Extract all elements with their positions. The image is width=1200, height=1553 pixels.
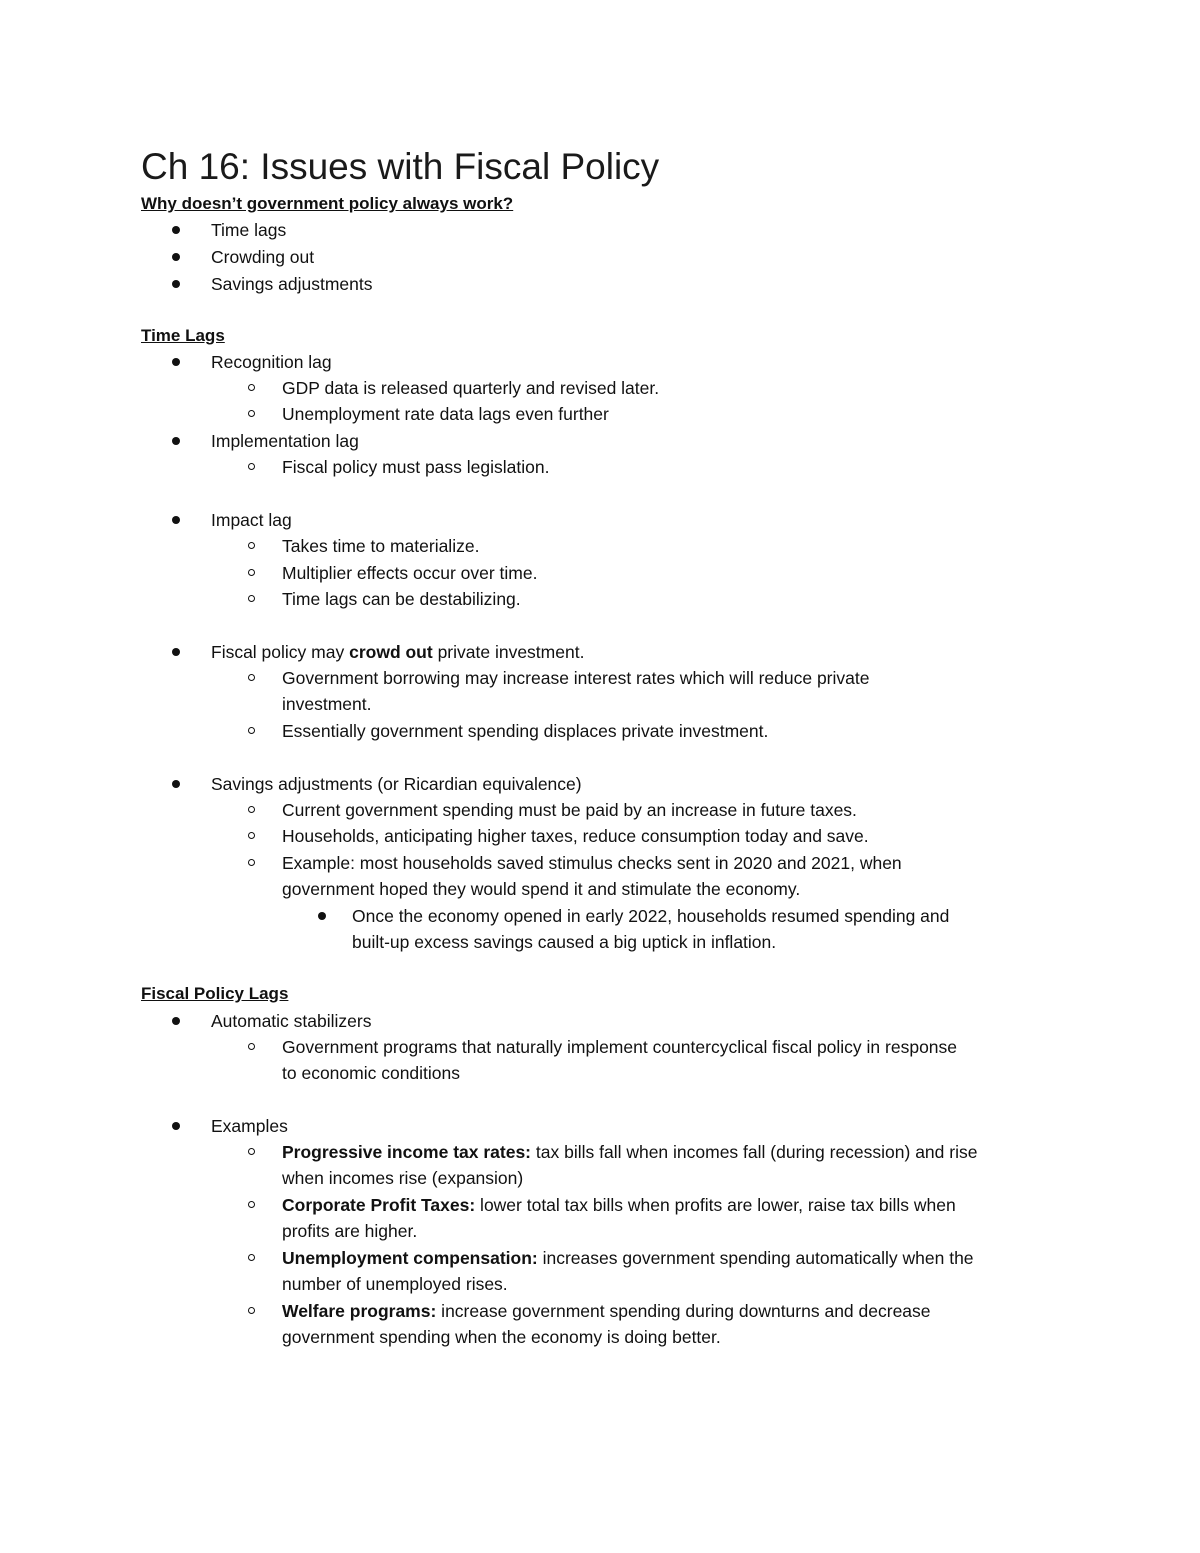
list-item: Households, anticipating higher taxes, reduce consumption today and save. bbox=[282, 826, 869, 846]
circle-bullet-icon bbox=[248, 1307, 255, 1314]
list-item bbox=[282, 1194, 956, 1216]
list-item: Impact lag bbox=[211, 510, 292, 530]
circle-bullet-icon bbox=[248, 674, 255, 681]
page-title: Ch 16: Issues with Fiscal Policy bbox=[141, 146, 660, 187]
list-item: Unemployment rate data lags even further bbox=[282, 404, 609, 424]
bullet-icon bbox=[172, 253, 180, 261]
list-item: Once the economy opened in early 2022, households resumed spending and bbox=[352, 906, 950, 926]
list-item: Multiplier effects occur over time. bbox=[282, 563, 538, 583]
example-text: increases government spending automatically when the bbox=[537, 1248, 974, 1268]
section-heading-why: Why doesn’t government policy always work? bbox=[141, 194, 514, 213]
list-item-continuation: government hoped they would spend it and stimulate the economy. bbox=[282, 879, 801, 899]
bullet-icon bbox=[172, 1122, 180, 1130]
circle-bullet-icon bbox=[248, 384, 255, 391]
list-item: Fiscal policy must pass legislation. bbox=[282, 457, 550, 477]
list-item-continuation: number of unemployed rises. bbox=[282, 1274, 508, 1294]
bullet-icon bbox=[172, 358, 180, 366]
section-heading-time-lags: Time Lags bbox=[141, 326, 225, 345]
circle-bullet-icon bbox=[248, 1201, 255, 1208]
list-item: Savings adjustments (or Ricardian equivalence) bbox=[211, 774, 582, 794]
circle-bullet-icon bbox=[248, 410, 255, 417]
example-text: increase government spending during downturns and decrease bbox=[436, 1301, 931, 1321]
section-heading-fiscal-policy-lags: Fiscal Policy Lags bbox=[141, 984, 289, 1003]
crowd-prefix: Fiscal policy may bbox=[211, 642, 350, 662]
list-item-continuation: when incomes rise (expansion) bbox=[282, 1168, 524, 1188]
circle-bullet-icon bbox=[248, 1148, 255, 1155]
list-item: Savings adjustments bbox=[211, 274, 373, 294]
list-item: Time lags can be destabilizing. bbox=[282, 589, 521, 609]
crowd-suffix: private investment. bbox=[432, 642, 585, 662]
list-item: Automatic stabilizers bbox=[211, 1011, 372, 1031]
circle-bullet-icon bbox=[248, 832, 255, 839]
list-item bbox=[211, 641, 584, 663]
list-item-continuation: to economic conditions bbox=[282, 1063, 461, 1083]
circle-bullet-icon bbox=[248, 727, 255, 734]
list-item-continuation: profits are higher. bbox=[282, 1221, 418, 1241]
list-item: Crowding out bbox=[211, 247, 315, 267]
circle-bullet-icon bbox=[248, 1254, 255, 1261]
circle-bullet-icon bbox=[248, 1043, 255, 1050]
example-term: Unemployment compensation: bbox=[282, 1248, 538, 1268]
bullet-icon bbox=[172, 648, 180, 656]
crowd-bold: crowd out bbox=[349, 642, 433, 662]
list-item-continuation: investment. bbox=[282, 694, 372, 714]
list-item: Implementation lag bbox=[211, 431, 359, 451]
bullet-icon bbox=[172, 780, 180, 788]
list-item: Example: most households saved stimulus checks sent in 2020 and 2021, when bbox=[282, 853, 902, 873]
bullet-icon bbox=[172, 280, 180, 288]
list-item bbox=[282, 1300, 931, 1322]
bullet-icon bbox=[172, 516, 180, 524]
list-item: Recognition lag bbox=[211, 352, 332, 372]
list-item-continuation: government spending when the economy is doing better. bbox=[282, 1327, 721, 1347]
bullet-icon bbox=[172, 437, 180, 445]
list-item bbox=[282, 1141, 977, 1163]
bullet-icon bbox=[172, 226, 180, 234]
list-item bbox=[282, 1247, 974, 1269]
circle-bullet-icon bbox=[248, 542, 255, 549]
list-item: Essentially government spending displaces private investment. bbox=[282, 721, 769, 741]
list-item: Current government spending must be paid by an increase in future taxes. bbox=[282, 800, 857, 820]
example-text: tax bills fall when incomes fall (during recession) and rise bbox=[531, 1142, 978, 1162]
example-term: Corporate Profit Taxes: bbox=[282, 1195, 476, 1215]
circle-bullet-icon bbox=[248, 463, 255, 470]
list-item: Examples bbox=[211, 1116, 288, 1136]
list-item-continuation: built-up excess savings caused a big uptick in inflation. bbox=[352, 932, 777, 952]
example-text: lower total tax bills when profits are lower, raise tax bills when bbox=[475, 1195, 956, 1215]
example-term: Welfare programs: bbox=[282, 1301, 437, 1321]
list-item: Government borrowing may increase interest rates which will reduce private bbox=[282, 668, 870, 688]
list-item: Government programs that naturally implement countercyclical fiscal policy in response bbox=[282, 1037, 958, 1057]
circle-bullet-icon bbox=[248, 859, 255, 866]
bullet-icon bbox=[318, 912, 326, 920]
list-item: GDP data is released quarterly and revised later. bbox=[282, 378, 660, 398]
list-item: Takes time to materialize. bbox=[282, 536, 480, 556]
list-item: Time lags bbox=[211, 220, 287, 240]
bullet-icon bbox=[172, 1017, 180, 1025]
circle-bullet-icon bbox=[248, 569, 255, 576]
example-term: Progressive income tax rates: bbox=[282, 1142, 532, 1162]
circle-bullet-icon bbox=[248, 595, 255, 602]
circle-bullet-icon bbox=[248, 806, 255, 813]
